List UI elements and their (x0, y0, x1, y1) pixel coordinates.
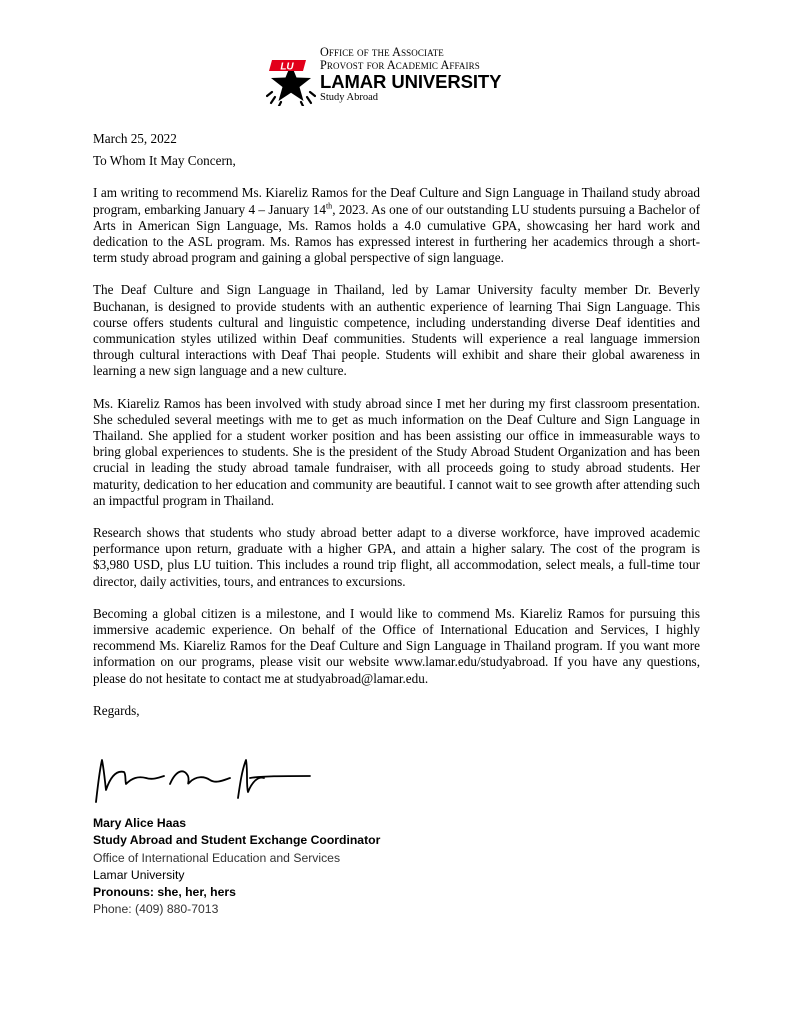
paragraph-1-end: , 2023. As one of our outstanding LU students pursuing a Bachelor of Arts in American Sign Language, Ms. Ramos holds a 4.0 cumulative GPA, showcasing her hard work and dedication to the ASL program. Ms. Ramos has expressed interest in furthering her academics through a short-term study abroad program and gaining a global perspective of sign language. (93, 201, 700, 266)
signature-block (93, 815, 380, 919)
paragraph-1-start: I am writing to recommend Ms. Kiareliz Ramos for the Deaf Culture and Sign Language in Thailand study abroad program, embarking January 4 – January 14 (93, 185, 700, 217)
letterhead-text (320, 46, 501, 104)
letter-date: March 25, 2022 (93, 131, 177, 146)
letterhead-provost-line: Provost for Academic Affairs (320, 57, 480, 72)
signer-title: Study Abroad and Student Exchange Coordinator (93, 833, 381, 848)
signer-university: Lamar University (93, 867, 185, 882)
logo-monogram: LU (280, 61, 294, 73)
signer-pronouns: Pronouns: she, her, hers (93, 885, 236, 900)
letterhead-university: LAMAR UNIVERSITY (320, 71, 502, 93)
paragraph-5: Becoming a global citizen is a milestone, and I would like to commend Ms. Kiareliz Ramos for pursuing this immersive academic experience. On behalf of the Office of International Education and Services, I highly recommend Ms. Kiareliz Ramos for the Deaf Culture and Sign Language in Thailand program. If you want more information on our programs, please visit our website www.lamar.edu/studyabroad. If you have any questions, please do not hesitate to contact me at studyabroad@lamar.edu. (93, 605, 700, 686)
signer-office: Office of International Education and Services (93, 850, 341, 865)
letterhead-department: Study Abroad (320, 92, 379, 104)
paragraph-1 (93, 185, 700, 266)
letter-closing: Regards, (93, 702, 140, 718)
handwritten-signature (92, 754, 314, 810)
paragraph-3: Ms. Kiareliz Ramos has been involved with study abroad since I met her during my first classroom presentation. She scheduled several meetings with me to get as much information on the Deaf Culture and Sign Language in Thailand. She applied for a student worker position and has been assisting our office in immeasurable ways to bring global experiences to students. She is the president of the Study Abroad Student Organization and has been crucial in leading the study abroad tamale fundraiser, with all proceeds going to study abroad students. Her maturity, dedication to her education and community are beautiful. I cannot wait to see growth after attending such an impactful program in Thailand. (93, 395, 700, 508)
superscript-th: th (325, 201, 333, 211)
paragraph-4: Research shows that students who study abroad better adapt to a diverse workforce, have improved academic performance upon return, graduate with a higher GPA, and attain a higher salary. The cost of the program is $3,980 USD, plus LU tuition. This includes a round trip flight, all accommodation, select meals, a full-time tour director, daily activities, tours, and entrances to excursions. (93, 525, 700, 589)
lamar-star-logo-icon (266, 58, 316, 106)
signer-phone: Phone: (409) 880-7013 (93, 902, 219, 917)
letter-salutation: To Whom It May Concern, (93, 153, 236, 169)
signer-name: Mary Alice Haas (93, 816, 187, 830)
letterhead-office-line: Office of the Associate (320, 45, 444, 59)
paragraph-2: The Deaf Culture and Sign Language in Thailand, led by Lamar University faculty member Dr. Beverly Buchanan, is designed to provide students with an authentic experience of learning Thai Sign Language. This course offers students cultural and linguistic competence, including understanding diverse Deaf identities and communication styles utilized within Deaf communities. Students will experience a real language immersion through cultural interactions with Deaf Thai people. Students will exhibit and share their global awareness in learning a new sign language and a new culture. (93, 282, 700, 379)
letter-body (93, 131, 700, 719)
letterhead (266, 46, 556, 112)
